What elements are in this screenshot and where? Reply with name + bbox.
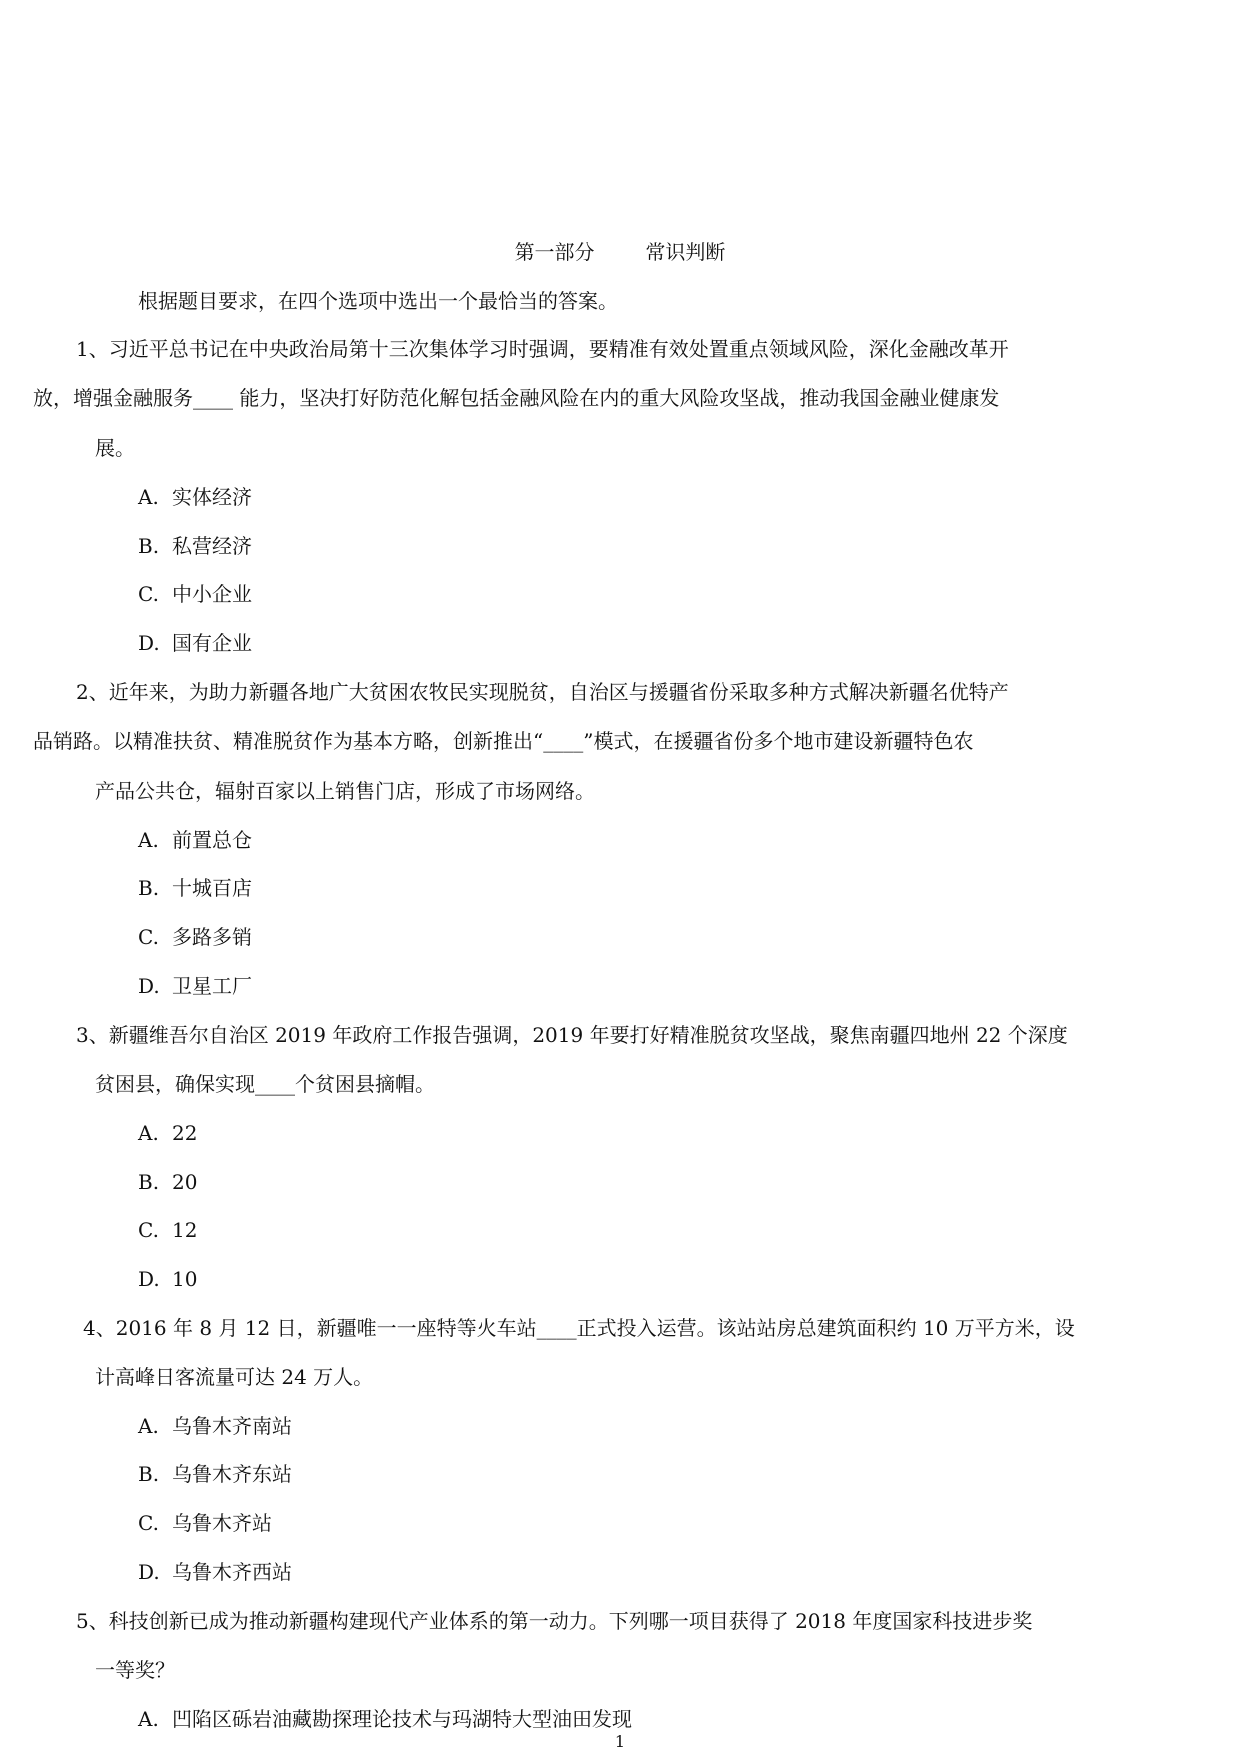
section-title: 第一部分 常识判断 [514, 240, 726, 264]
question-2-line-1: 2、近年来，为助力新疆各地广大贫困农牧民实现脱贫，自治区与援疆省份采取多种方式解决新疆名优特产 [76, 680, 1009, 704]
option-text: 乌鲁木齐站 [172, 1511, 272, 1535]
option-text: 实体经济 [172, 485, 252, 509]
question-4-line-2: 计高峰日客流量可达 24 万人。 [95, 1365, 374, 1389]
question-1-option-b [138, 532, 252, 560]
question-3-option-a [138, 1119, 197, 1147]
question-4-option-c [138, 1509, 272, 1537]
option-text: 凹陷区砾岩油藏勘探理论技术与玛湖特大型油田发现 [172, 1707, 632, 1731]
instruction-text: 根据题目要求，在四个选项中选出一个最恰当的答案。 [138, 289, 618, 313]
question-3-line-2: 贫困县，确保实现____个贫困县摘帽。 [95, 1072, 435, 1096]
option-text: 卫星工厂 [172, 974, 252, 998]
question-2-line-2: 品销路。以精准扶贫、精准脱贫作为基本方略，创新推出“____”模式，在援疆省份多个地市建设新疆特色农 [33, 729, 974, 753]
question-4-option-a [138, 1412, 292, 1440]
option-text: 20 [172, 1170, 198, 1194]
option-letter: A. [138, 1707, 159, 1731]
question-4-option-d [138, 1558, 292, 1586]
option-letter: C. [138, 925, 159, 949]
option-letter: D. [138, 631, 160, 655]
option-text: 22 [172, 1121, 198, 1145]
option-text: 10 [172, 1267, 198, 1291]
option-letter: B. [138, 1170, 160, 1194]
option-text: 12 [172, 1218, 198, 1242]
question-2-option-b [138, 874, 252, 902]
option-text: 乌鲁木齐南站 [172, 1414, 292, 1438]
question-2-option-a [138, 826, 252, 854]
option-text: 中小企业 [172, 582, 252, 606]
option-letter: A. [138, 828, 159, 852]
option-text: 乌鲁木齐东站 [172, 1462, 292, 1486]
question-1-line-3: 展。 [95, 436, 135, 460]
option-letter: D. [138, 974, 160, 998]
question-3-option-b [138, 1168, 197, 1196]
option-letter: D. [138, 1560, 160, 1584]
option-text: 前置总仓 [172, 828, 252, 852]
question-1-line-1: 1、习近平总书记在中央政治局第十三次集体学习时强调，要精准有效处置重点领域风险，深化金融改革开 [76, 337, 1009, 361]
option-letter: B. [138, 534, 160, 558]
question-4-option-b [138, 1460, 292, 1488]
option-letter: C. [138, 1511, 159, 1535]
option-text: 私营经济 [172, 534, 252, 558]
option-letter: C. [138, 582, 159, 606]
option-letter: A. [138, 1414, 159, 1438]
option-text: 乌鲁木齐西站 [172, 1560, 292, 1584]
question-1-option-d [138, 629, 252, 657]
question-1-option-a [138, 483, 252, 511]
option-text: 十城百店 [172, 876, 252, 900]
question-4-line-1: 4、2016 年 8 月 12 日，新疆唯一一座特等火车站____正式投入运营。该站站房总建筑面积约 10 万平方米，设 [83, 1316, 1075, 1340]
option-letter: C. [138, 1218, 159, 1242]
question-1-option-c [138, 580, 252, 608]
question-2-line-3: 产品公共仓，辐射百家以上销售门店，形成了市场网络。 [95, 779, 595, 803]
option-letter: B. [138, 876, 160, 900]
question-3-option-d [138, 1265, 197, 1293]
option-text: 多路多销 [172, 925, 252, 949]
question-2-option-c [138, 923, 252, 951]
option-letter: D. [138, 1267, 160, 1291]
question-5-option-a [138, 1705, 632, 1733]
option-letter: B. [138, 1462, 160, 1486]
option-letter: A. [138, 1121, 159, 1145]
question-2-option-d [138, 972, 252, 1000]
question-3-line-1: 3、新疆维吾尔自治区 2019 年政府工作报告强调，2019 年要打好精准脱贫攻坚战，聚焦南疆四地州 22 个深度 [76, 1023, 1068, 1047]
page-number: 1 [614, 1732, 626, 1751]
question-5-line-1: 5、科技创新已成为推动新疆构建现代产业体系的第一动力。下列哪一项目获得了 2018 年度国家科技进步奖 [76, 1609, 1033, 1633]
question-1-line-2: 放，增强金融服务____ 能力，坚决打好防范化解包括金融风险在内的重大风险攻坚战，推动我国金融业健康发 [33, 386, 1000, 410]
question-5-line-2: 一等奖？ [95, 1658, 175, 1682]
question-3-option-c [138, 1216, 197, 1244]
option-letter: A. [138, 485, 159, 509]
option-text: 国有企业 [172, 631, 252, 655]
